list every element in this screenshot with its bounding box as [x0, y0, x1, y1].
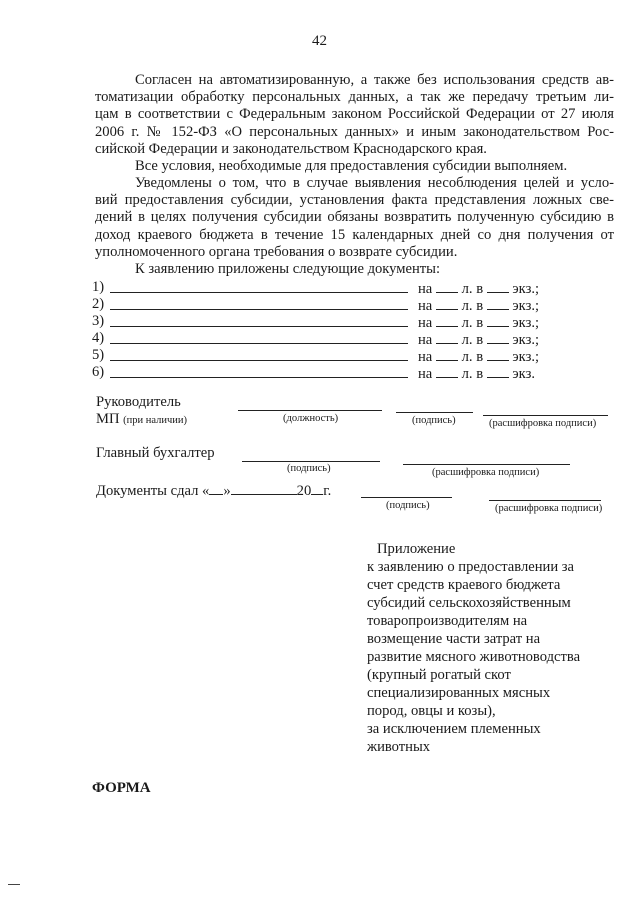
doc-row	[92, 313, 572, 330]
doc-row-number: 6)	[92, 364, 105, 380]
doc-row	[92, 347, 572, 364]
day-blank[interactable]	[209, 481, 223, 495]
notice-line: вий предоставления субсидии, установления факта представления ложных све-	[95, 192, 614, 209]
consent-line: томатизации обработку персональных данных, а так же передачу третьим ли-	[95, 89, 614, 106]
doc-row-details: на л. в экз.;	[418, 298, 540, 314]
copies-blank[interactable]	[487, 347, 509, 361]
doc-name-blank[interactable]	[110, 360, 408, 361]
notice-paragraph	[95, 175, 614, 261]
consent-line: 2006 г. № 152-ФЗ «О персональных данных» и иным законодательством Рос-	[95, 123, 614, 140]
notice-line: дений в целях получения субсидии обязаны возвратить полученную субсидию в	[95, 209, 614, 226]
submitted-decode-line[interactable]	[489, 500, 601, 501]
appendix-line: (крупный рогатый скот	[367, 667, 511, 683]
head-signature-line[interactable]	[396, 412, 473, 413]
doc-row	[92, 296, 572, 313]
doc-row	[92, 330, 572, 347]
head-signature-caption: (подпись)	[412, 415, 456, 426]
sheets-blank[interactable]	[436, 330, 458, 344]
appendix-line: специализированных мясных	[367, 685, 551, 701]
appendix-title: Приложение	[377, 541, 456, 557]
copies-blank[interactable]	[487, 279, 509, 293]
notice-line: уполномоченного органа требования о возврате субсидии.	[95, 243, 458, 260]
accountant-label: Главный бухгалтер	[96, 445, 215, 461]
appendix-line: развитие мясного животноводства	[367, 649, 581, 665]
page-number: 42	[312, 33, 327, 49]
head-decode-line[interactable]	[483, 415, 608, 416]
accountant-decode-caption: (расшифровка подписи)	[432, 467, 540, 478]
appendix-line: животных	[367, 739, 431, 755]
conditions-paragraph	[95, 158, 614, 175]
doc-row-details: на л. в экз.;	[418, 349, 540, 365]
doc-name-blank[interactable]	[110, 292, 408, 293]
doc-row	[92, 364, 572, 381]
form-heading: ФОРМА	[92, 780, 151, 796]
head-decode-caption: (расшифровка подписи)	[489, 418, 597, 429]
sheets-blank[interactable]	[436, 347, 458, 361]
consent-line: Согласен на автоматизированную, а также без использования средств ав-	[135, 72, 614, 88]
copies-blank[interactable]	[487, 296, 509, 310]
appendix-line: товаропроизводителям на	[367, 613, 528, 629]
doc-row	[92, 279, 572, 296]
appendix-line: к заявлению о предоставлении за	[367, 559, 575, 575]
doc-name-blank[interactable]	[110, 377, 408, 378]
consent-line: сийской Федерации и законодательством Краснодарского края.	[95, 140, 487, 157]
copies-blank[interactable]	[487, 313, 509, 327]
submitted-signature-line[interactable]	[361, 497, 452, 498]
head-label: Руководитель	[96, 394, 181, 410]
consent-paragraph	[95, 72, 614, 158]
conditions-line: Все условия, необходимые для предоставления субсидии выполняем.	[135, 158, 568, 174]
edge-mark	[8, 884, 20, 885]
appendix-line: возмещение части затрат на	[367, 631, 541, 647]
doc-row-number: 3)	[92, 313, 105, 329]
appendix-line: пород, овцы и козы),	[367, 703, 496, 719]
year-blank[interactable]	[311, 481, 323, 495]
appendix-line: субсидий сельскохозяйственным	[367, 595, 571, 611]
doc-row-number: 5)	[92, 347, 105, 363]
copies-blank[interactable]	[487, 330, 509, 344]
submitted-decode-caption: (расшифровка подписи)	[495, 503, 603, 514]
appendix-block	[367, 540, 622, 756]
submitted-signature-caption: (подпись)	[386, 500, 430, 511]
notice-line: Уведомлены о том, что в случае выявления несоблюдения целей и усло-	[135, 175, 614, 191]
accountant-signature-line[interactable]	[242, 461, 380, 462]
sheets-blank[interactable]	[436, 279, 458, 293]
doc-name-blank[interactable]	[110, 326, 408, 327]
month-blank[interactable]	[231, 481, 297, 495]
doc-row-details: на л. в экз.;	[418, 332, 540, 348]
doc-row-details: на л. в экз.;	[418, 315, 540, 331]
doc-row-number: 2)	[92, 296, 105, 312]
submitted-line: Документы сдал « » 20 г.	[96, 483, 332, 499]
doc-name-blank[interactable]	[110, 309, 408, 310]
consent-line: цам в соответствии с Федеральным законом Российской Федерации от 27 июля	[95, 106, 614, 123]
accountant-decode-line[interactable]	[403, 464, 570, 465]
sheets-blank[interactable]	[436, 364, 458, 378]
sheets-blank[interactable]	[436, 313, 458, 327]
doc-row-number: 4)	[92, 330, 105, 346]
position-line[interactable]	[238, 410, 382, 411]
accountant-signature-caption: (подпись)	[287, 463, 331, 474]
doc-name-blank[interactable]	[110, 343, 408, 344]
notice-line: доход краевого бюджета в течение 15 календарных дней со дня получения от	[95, 226, 614, 243]
copies-blank[interactable]	[487, 364, 509, 378]
doc-row-number: 1)	[92, 279, 105, 295]
mp-label: МП (при наличии)	[96, 411, 188, 427]
doc-row-details: на л. в экз.;	[418, 281, 540, 297]
attachments-intro: К заявлению приложены следующие документы:	[135, 261, 441, 277]
doc-row-details: на л. в экз.	[418, 366, 535, 382]
appendix-line: счет средств краевого бюджета	[367, 577, 561, 593]
appendix-line: за исключением племенных	[367, 721, 541, 737]
mp-note: (при наличии)	[123, 415, 188, 426]
sheets-blank[interactable]	[436, 296, 458, 310]
position-caption: (должность)	[283, 413, 339, 424]
